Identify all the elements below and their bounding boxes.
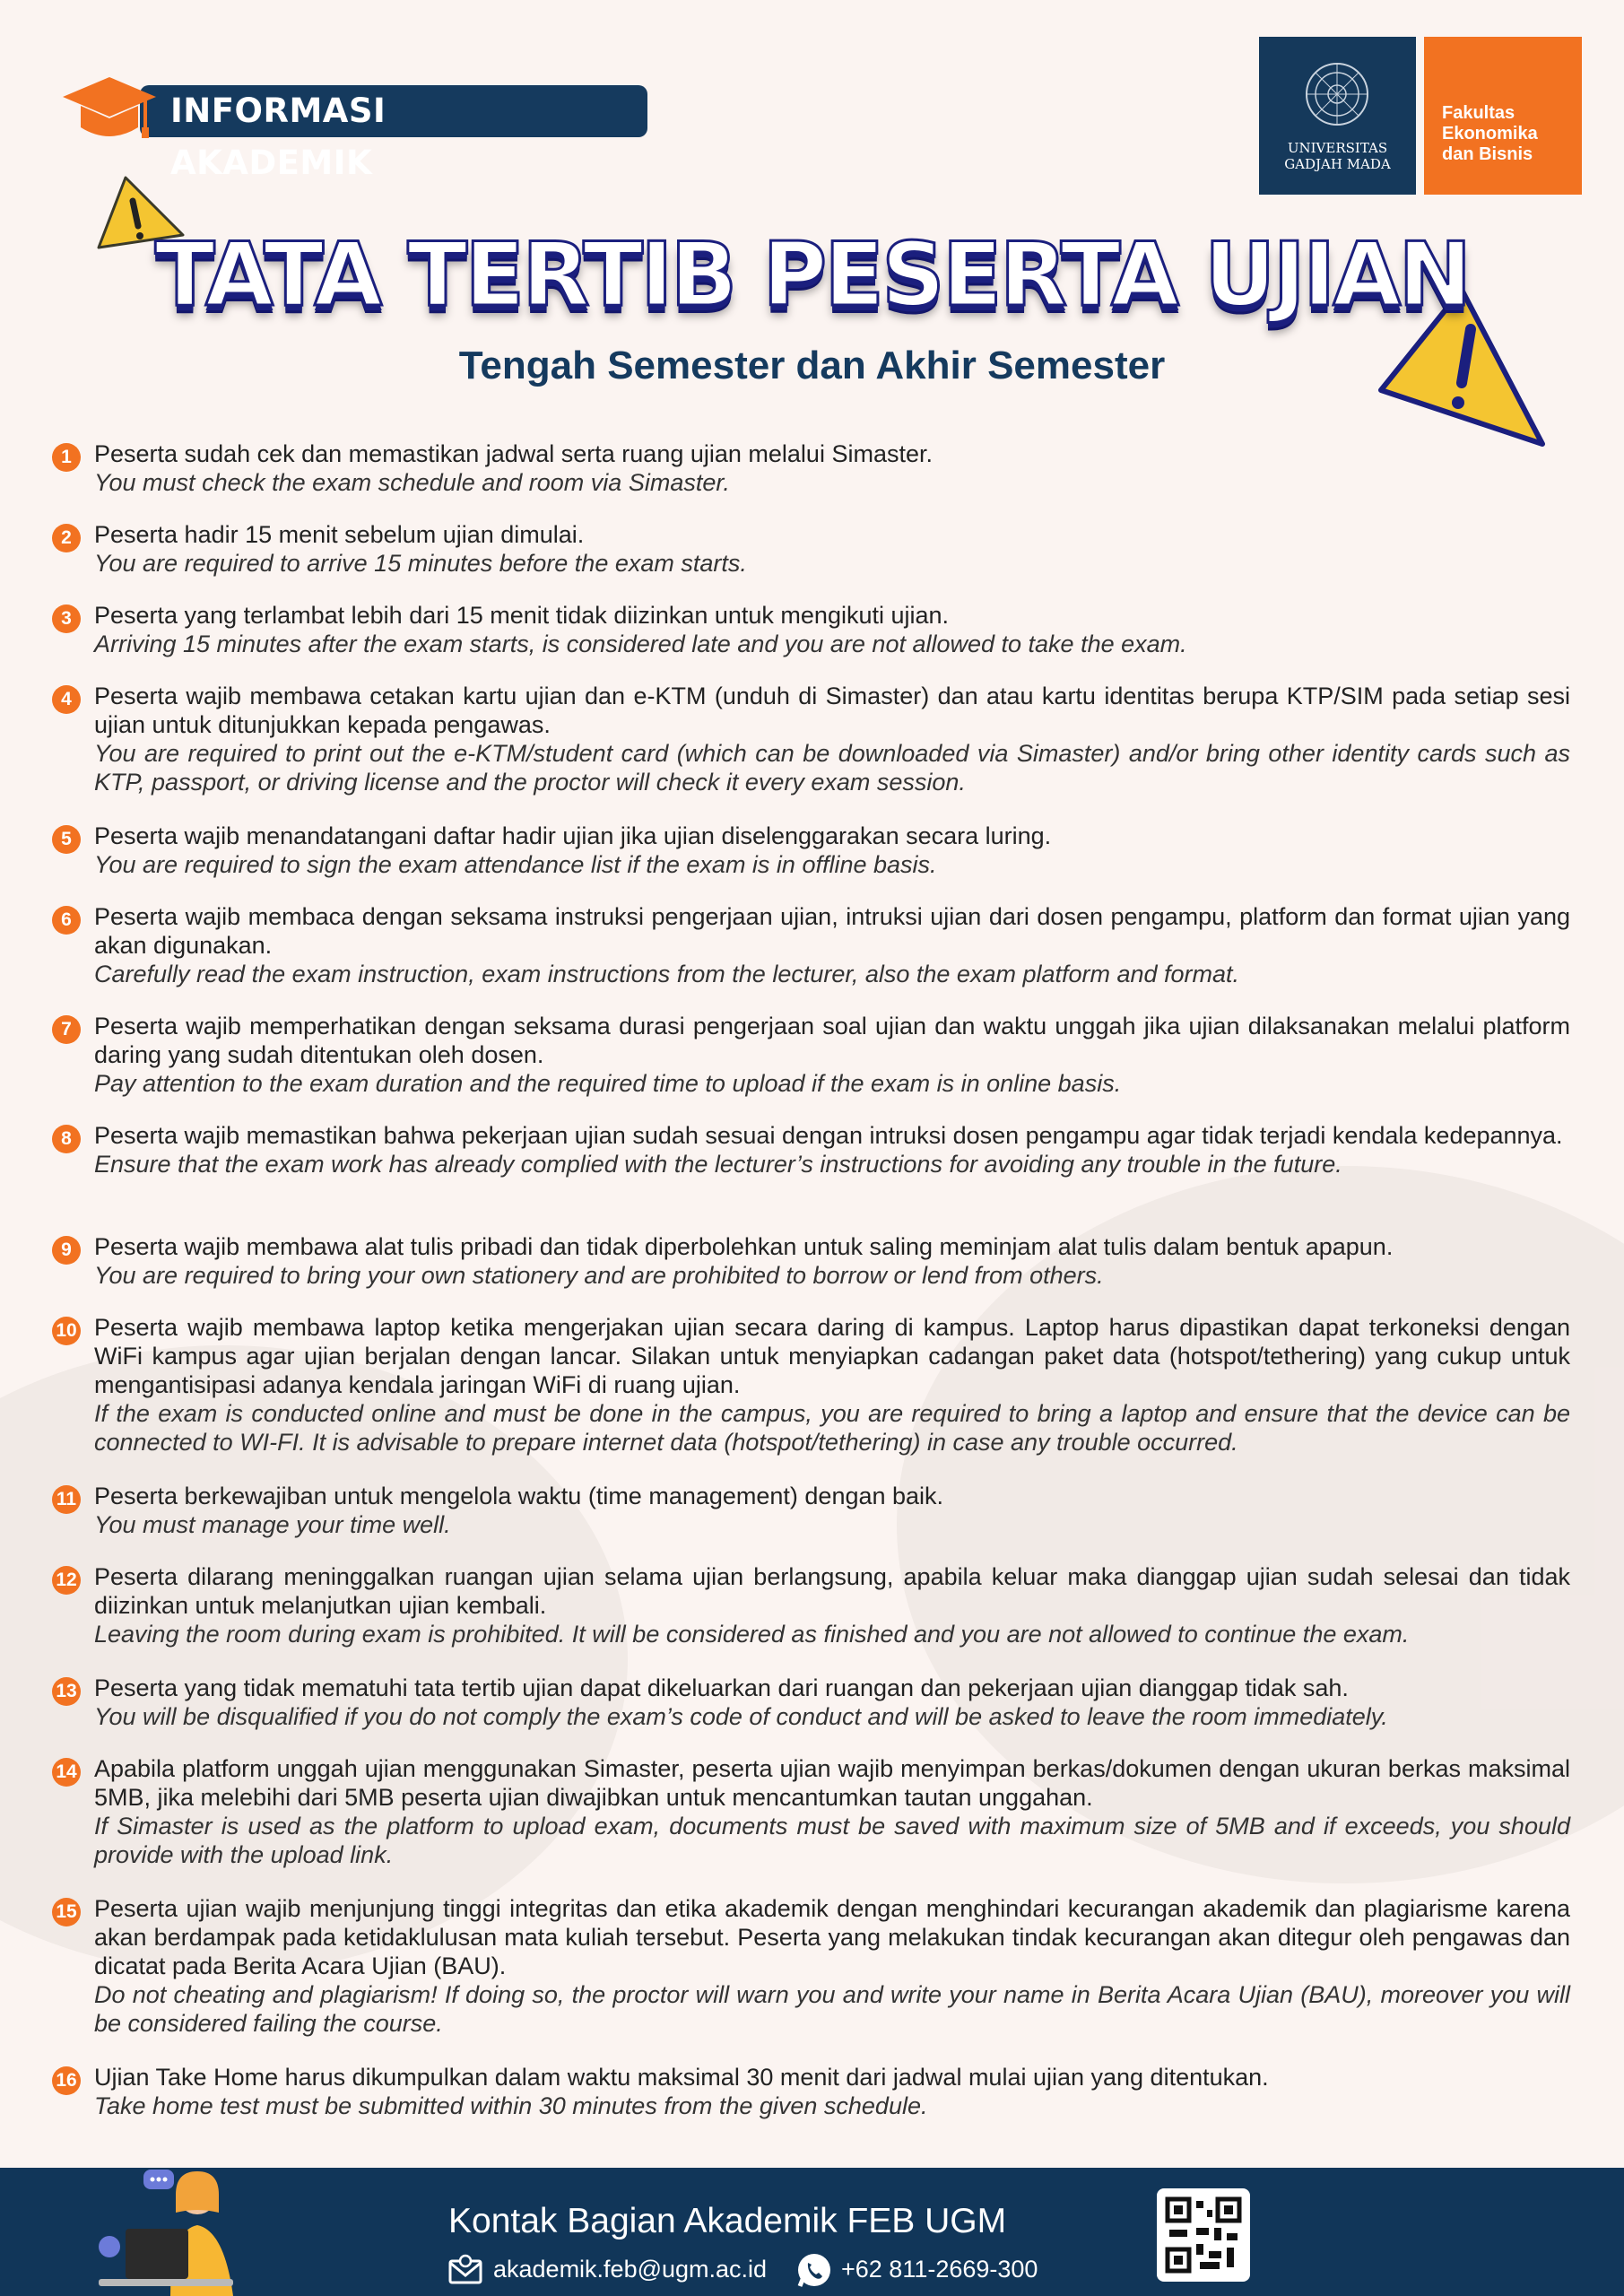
rule-text: [94, 682, 1570, 796]
rule-text: [94, 439, 1570, 497]
rule-text-en: Take home test must be submitted within 30 minutes from the given schedule.: [94, 2092, 928, 2119]
rule-text-id: Peserta sudah cek dan memastikan jadwal serta ruang ujian melalui Simaster.: [94, 440, 933, 467]
rule-text-id: Apabila platform unggah ujian menggunakan Simaster, peserta ujian wajib menyimpan berkas/dokumen dengan ukuran berkas maksimal 5MB, jika melebihi dari 5MB peserta ujian diwajibkan untuk mencantumkan tautan unggahan.: [94, 1755, 1570, 1811]
rule-number: 7: [52, 1015, 81, 1044]
rule-number: 6: [52, 906, 81, 935]
rule-text-en: Arriving 15 minutes after the exam starts, is considered late and you are not allowed to take the exam.: [94, 631, 1187, 657]
rule-text-en: Do not cheating and plagiarism! If doing so, the proctor will warn you and write your name in Berita Acara Ujian (BAU), moreover you will be considered failing the course.: [94, 1981, 1570, 2037]
rule-text-id: Peserta wajib membaca dengan seksama instruksi pengerjaan ujian, intruksi ujian dari dosen pengampu, platform dan format ujian yang akan digunakan.: [94, 903, 1570, 959]
rule-number: 8: [52, 1125, 81, 1153]
whatsapp-icon: [796, 2252, 832, 2288]
rule-text-id: Peserta wajib memperhatikan dengan seksama durasi pengerjaan soal ujian dan waktu unggah jika ujian dilaksanakan melalui platform daring yang sudah ditentukan oleh dosen.: [94, 1013, 1570, 1068]
rule-text: [94, 902, 1570, 988]
rule-number: 2: [52, 524, 81, 552]
rule-number: 4: [52, 685, 81, 714]
rule-text-id: Peserta wajib memastikan bahwa pekerjaan ujian sudah sesuai dengan intruksi dosen pengampu agar tidak terjadi kendala kedepannya.: [94, 1122, 1563, 1149]
rule-text-id: Peserta hadir 15 menit sebelum ujian dimulai.: [94, 521, 585, 548]
rule-number: 10: [52, 1317, 81, 1345]
contact-phone[interactable]: +62 811-2669-300: [841, 2256, 1038, 2283]
rule-text: [94, 1562, 1570, 1648]
contact-footer: [0, 2168, 1624, 2296]
rule-text-id: Peserta wajib membawa cetakan kartu ujian dan e-KTM (unduh di Simaster) dan atau kartu identitas berupa KTP/SIM pada setiap sesi ujian untuk ditunjukkan kepada pengawas.: [94, 683, 1570, 738]
rule-text-en: You will be disqualified if you do not comply the exam’s code of conduct and will be asked to leave the room immediately.: [94, 1703, 1388, 1730]
rule-number: 12: [52, 1566, 81, 1595]
university-name-line2: GADJAH MADA: [1284, 156, 1391, 172]
rule-number: 14: [52, 1758, 81, 1787]
rule-number: 11: [52, 1485, 81, 1514]
rule-text: [94, 1012, 1570, 1098]
rule-text: [94, 1894, 1570, 2038]
rule-number: 9: [52, 1236, 81, 1265]
rule-number: 1: [52, 443, 81, 472]
faculty-line2: Ekonomika: [1442, 124, 1538, 144]
rule-text-id: Peserta yang tidak mematuhi tata tertib ujian dapat dikeluarkan dari ruangan dan pekerjaan ujian dianggap tidak sah.: [94, 1674, 1349, 1701]
rule-text-id: Peserta yang terlambat lebih dari 15 menit tidak diizinkan untuk mengikuti ujian.: [94, 602, 950, 629]
page-title: TATA TERTIB PESERTA UJIAN: [154, 224, 1470, 326]
rule-text-en: You are required to sign the exam attendance list if the exam is in offline basis.: [94, 851, 937, 878]
rule-text-en: Carefully read the exam instruction, exam instructions from the lecturer, also the exam platform and format.: [94, 961, 1240, 987]
graduation-cap-icon: [59, 74, 160, 149]
rule-text-en: You are required to arrive 15 minutes before the exam starts.: [94, 550, 747, 577]
faculty-line1: Fakultas: [1442, 103, 1515, 123]
rule-text-en: You must manage your time well.: [94, 1511, 451, 1538]
rule-text-id: Peserta wajib membawa alat tulis pribadi dan tidak diperbolehkan untuk saling meminjam alat tulis dalam bentuk apapun.: [94, 1233, 1394, 1260]
rule-text-id: Peserta wajib menandatangani daftar hadir ujian jika ujian diselenggarakan secara luring.: [94, 822, 1052, 849]
qr-code-icon: [1157, 2188, 1250, 2282]
ugm-seal-icon: [1301, 58, 1373, 130]
rule-text-en: If the exam is conducted online and must be done in the campus, you are required to bring a laptop and ensure that the device can be connected to WI-FI. It is advisable to prepare internet data (hotspot/tethering) in case any trouble occurred.: [94, 1400, 1570, 1456]
contact-email[interactable]: akademik.feb@ugm.ac.id: [493, 2256, 768, 2283]
university-name-line1: UNIVERSITAS: [1287, 140, 1388, 156]
rule-number: 16: [52, 2066, 81, 2095]
rule-text: [94, 520, 1570, 578]
rule-text-en: You are required to bring your own stationery and are prohibited to borrow or lend from others.: [94, 1262, 1104, 1289]
customer-service-illustration: [90, 2168, 269, 2296]
faculty-line3: dan Bisnis: [1442, 144, 1533, 164]
rule-text-id: Peserta wajib membawa laptop ketika mengerjakan ujian secara daring di kampus. Laptop harus dipastikan dapat terkoneksi dengan WiFi kampus agar ujian berjalan dengan lancar. Silakan untuk menyiapkan cadangan paket data (hotspot/tethering) yang cukup untuk mengantisipasi adanya kendala jaringan WiFi di ruang ujian.: [94, 1314, 1570, 1398]
email-icon: [448, 2254, 482, 2284]
rule-text: [94, 1121, 1570, 1178]
rule-text-id: Peserta ujian wajib menjunjung tinggi integritas dan etika akademik dengan menghindari kecurangan akademik dan plagiarisme karena akan berdampak pada ketidaklulusan mata kuliah tersebut. Peserta yang melakukan tindak kecurangan akan ditegur oleh pengawas dan dicatat pada Berita Acara Ujian (BAU).: [94, 1895, 1570, 1979]
rule-text: [94, 1482, 1570, 1539]
rule-number: 13: [52, 1677, 81, 1706]
rule-text: [94, 2063, 1570, 2120]
rule-text: [94, 822, 1570, 879]
rule-text: [94, 1754, 1570, 1869]
rule-text: [94, 601, 1570, 658]
page-subtitle: Tengah Semester dan Akhir Semester: [458, 344, 1166, 387]
rule-text-en: Ensure that the exam work has already complied with the lecturer’s instructions for avoiding any trouble in the future.: [94, 1151, 1342, 1178]
feb-logo: [1424, 37, 1582, 195]
rule-number: 5: [52, 825, 81, 854]
rule-text-en: You must check the exam schedule and room via Simaster.: [94, 469, 730, 496]
rule-number: 15: [52, 1898, 81, 1926]
rule-text-en: Leaving the room during exam is prohibited. It will be considered as finished and you are not allowed to continue the exam.: [94, 1621, 1410, 1648]
info-badge: [59, 74, 597, 182]
footer-title: Kontak Bagian Akademik FEB UGM: [448, 2202, 1007, 2240]
rule-text-en: You are required to print out the e-KTM/student card (which can be downloaded via Simaster) and/or bring other identity cards such as KTP, passport, or driving license and the proctor will check it every exam session.: [94, 740, 1570, 796]
ugm-logo: [1259, 37, 1416, 195]
rule-text-id: Peserta berkewajiban untuk mengelola waktu (time management) dengan baik.: [94, 1483, 944, 1509]
rule-text: [94, 1674, 1570, 1731]
rule-text-id: Peserta dilarang meninggalkan ruangan ujian selama ujian berlangsung, apabila keluar maka dianggap ujian sudah selesai dan tidak diizinkan untuk melanjutkan ujian kembali.: [94, 1563, 1570, 1619]
rule-text-id: Ujian Take Home harus dikumpulkan dalam waktu maksimal 30 menit dari jadwal mulai ujian yang ditentukan.: [94, 2064, 1269, 2091]
rule-number: 3: [52, 604, 81, 633]
badge-label: INFORMASI AKADEMIK: [170, 91, 386, 182]
rule-text-en: Pay attention to the exam duration and the required time to upload if the exam is in online basis.: [94, 1070, 1122, 1097]
rule-text-en: If Simaster is used as the platform to upload exam, documents must be saved with maximum size of 5MB and if exceeds, you should provide with the upload link.: [94, 1813, 1570, 1868]
qr-code[interactable]: [1157, 2188, 1250, 2282]
rule-text: [94, 1232, 1570, 1290]
rule-text: [94, 1313, 1570, 1457]
